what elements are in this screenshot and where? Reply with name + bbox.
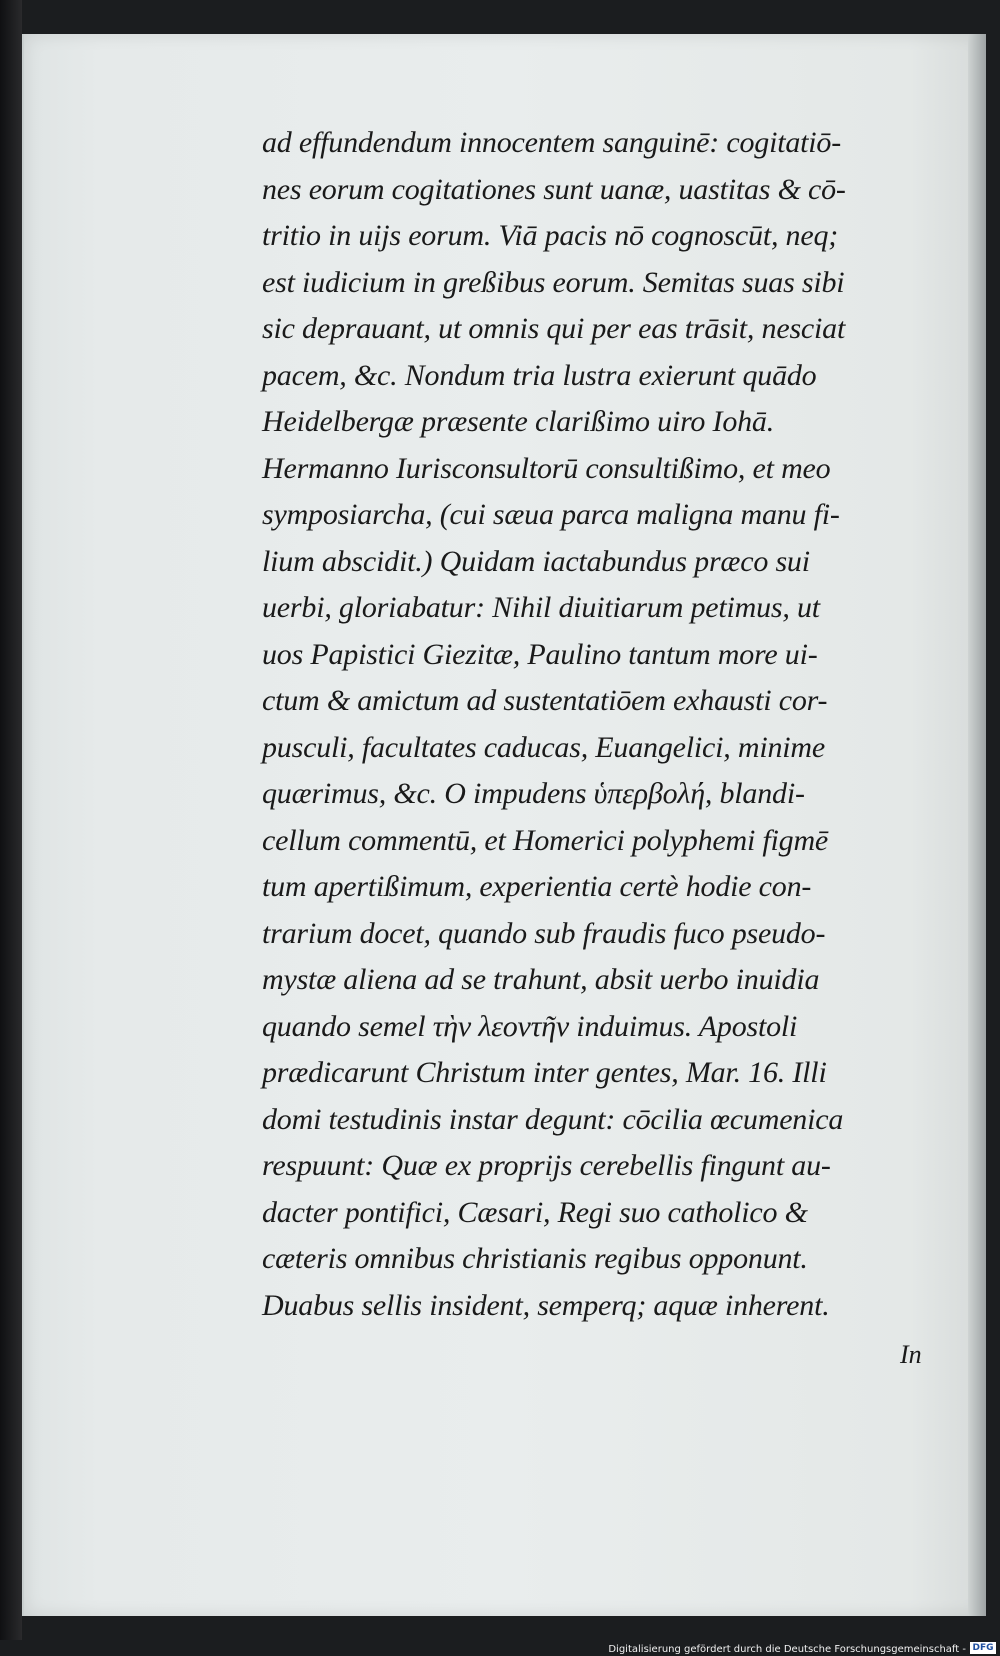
catchword: In (900, 1340, 922, 1369)
text-line: symposiarcha, (cui sæua parca maligna manu fi- (262, 498, 840, 531)
text-line: tritio in uijs eorum. Viā pacis nō cognoscūt, neq; (262, 219, 839, 252)
text-line: Hermanno Iurisconsultorū consultißimo, et meo (262, 451, 831, 485)
text-line: tum apertißimum, experientia certè hodie con- (262, 870, 812, 903)
text-line: prædicarunt Christum inter gentes, Mar. 16. Illi (262, 1056, 827, 1089)
text-line: sic deprauant, ut omnis qui per eas trāsit, nesciat (262, 312, 846, 345)
text-line: ctum & amictum ad sustentatiōem exhausti cor- (262, 684, 828, 717)
text-line: est iudicium in greßibus eorum. Semitas suas sibi (262, 265, 845, 299)
text-line: Heidelbergæ præsente clarißimo uiro Iohā. (262, 405, 775, 438)
page-edge (968, 34, 986, 1616)
text-line: nes eorum cogitationes sunt uanæ, uastitas & cō- (262, 172, 846, 206)
text-line: lium abscidit.) Quidam iactabundus præco sui (262, 544, 810, 578)
dfg-logo[interactable]: DFG (970, 1642, 996, 1654)
text-line: quando semel τὴν λεοντῆν induimus. Apostoli (262, 1009, 798, 1043)
text-line: pusculi, facultates caducas, Euangelici, minime (262, 730, 825, 764)
text-line: respuunt: Quæ ex proprijs cerebellis fingunt au- (262, 1149, 831, 1182)
footer-bar (0, 1640, 1000, 1656)
text-line: cæteris omnibus christianis regibus opponunt. (262, 1242, 808, 1275)
text-line: dacter pontifici, Cæsari, Regi suo catholico & (262, 1195, 808, 1229)
text-line: ad effundendum innocentem sanguinē: cogitatiō- (262, 126, 842, 159)
text-line: mystæ aliena ad se trahunt, absit uerbo inuidia (262, 963, 820, 996)
text-line: cellum commentū, et Homerici polyphemi figmē (262, 823, 829, 857)
text-line: Duabus sellis insident, semperq; aquæ inherent. (262, 1288, 830, 1322)
text-line: pacem, &c. Nondum tria lustra exierunt quādo (262, 358, 817, 392)
book-binding (0, 0, 22, 1640)
text-line: quærimus, &c. O impudens ὑπερβολή, blandi- (262, 777, 805, 810)
text-line: uos Papistici Giezitæ, Paulino tantum more ui- (262, 637, 818, 671)
text-line: trarium docet, quando sub fraudis fuco pseudo- (262, 916, 826, 950)
page-text (262, 120, 952, 1329)
text-line: domi testudinis instar degunt: cōcilia œcumenica (262, 1102, 844, 1136)
text-line: uerbi, gloriabatur: Nihil diuitiarum petimus, ut (262, 591, 820, 624)
footer-credit: Digitalisierung gefördert durch die Deutsche Forschungsgemeinschaft - (608, 1644, 966, 1655)
